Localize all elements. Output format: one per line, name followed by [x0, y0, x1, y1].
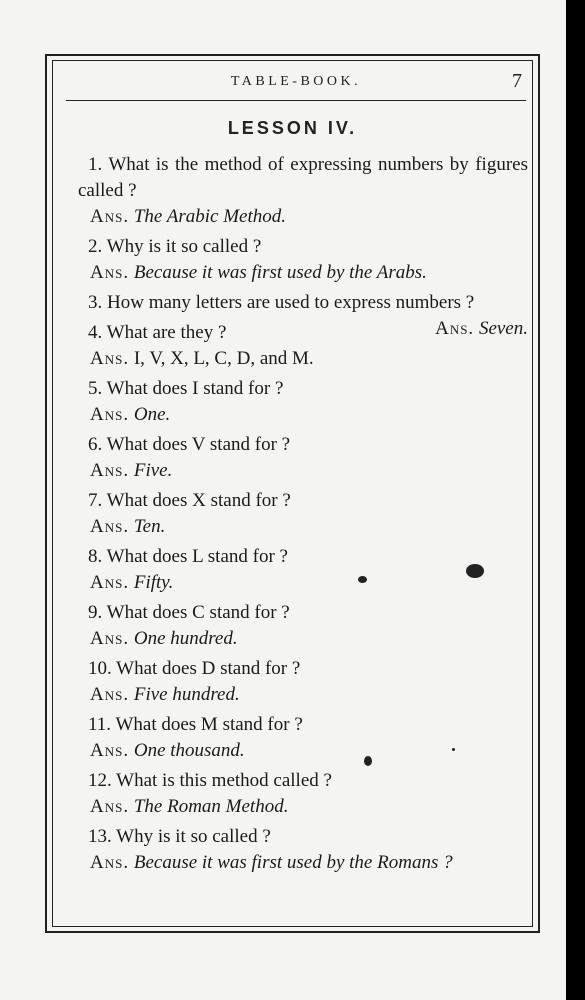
answer-text: One hundred. [133, 628, 238, 649]
answer-text: One. [133, 404, 171, 425]
answer-label: Ans. [90, 796, 130, 817]
answer-label: Ans. [90, 740, 130, 761]
answer [78, 260, 528, 286]
question: 1. What is the method of expressing numbers by figures called ? [78, 154, 528, 201]
qa-item [78, 234, 528, 286]
answer [78, 570, 528, 596]
answer-label: Ans. [90, 628, 130, 649]
question: 13. Why is it so called ? [88, 826, 271, 847]
lesson-title: LESSON IV. [227, 118, 358, 138]
answer-text: Seven. [478, 318, 528, 339]
question: 7. What does X stand for ? [88, 490, 291, 511]
answer [78, 738, 528, 764]
running-head-title: TABLE-BOOK. [230, 74, 362, 89]
qa-item [78, 600, 528, 652]
question: 2. Why is it so called ? [88, 236, 262, 257]
answer-text: Five hundred. [133, 684, 240, 705]
qa-item [78, 376, 528, 428]
answer-text: One thousand. [133, 740, 245, 761]
answer-text: Because it was first used by the Arabs. [133, 262, 427, 283]
answer-text: Because it was first used by the Romans ? [133, 852, 453, 873]
ink-blot [466, 564, 484, 578]
ink-speck [452, 748, 455, 751]
qa-item [78, 656, 528, 708]
answer-label: Ans. [90, 852, 130, 873]
answer-text: I, V, X, L, C, D, and M. [133, 348, 314, 369]
answer-label: Ans. [90, 684, 130, 705]
question: 8. What does L stand for ? [88, 546, 288, 567]
answer-label: Ans. [90, 516, 130, 537]
answer-text: Fifty. [133, 572, 174, 593]
answer-text: Five. [133, 460, 173, 481]
qa-item [78, 152, 528, 230]
answer [78, 346, 528, 372]
question-list [78, 152, 528, 880]
question: 6. What does V stand for ? [88, 434, 291, 455]
answer [78, 514, 528, 540]
answer-label: Ans. [90, 460, 130, 481]
answer-label: Ans. [435, 318, 475, 339]
qa-item [78, 544, 528, 596]
header-rule [66, 100, 526, 101]
question: 12. What is this method called ? [88, 770, 332, 791]
ink-speck [358, 576, 367, 583]
question-text: 3. How many letters are used to express numbers ? [88, 292, 475, 313]
answer-text: The Arabic Method. [133, 206, 287, 227]
answer-label: Ans. [90, 572, 130, 593]
answer [78, 794, 528, 820]
qa-item [78, 432, 528, 484]
answer-label: Ans. [90, 262, 130, 283]
answer-text: The Roman Method. [133, 796, 289, 817]
question: 4. What are they ? [88, 322, 227, 343]
answer [78, 458, 528, 484]
running-head [66, 72, 526, 98]
answer-text: Ten. [133, 516, 166, 537]
answer-label: Ans. [90, 404, 130, 425]
qa-item [78, 488, 528, 540]
question: 10. What does D stand for ? [88, 658, 301, 679]
page-number: 7 [512, 70, 522, 92]
answer [78, 626, 528, 652]
qa-item [78, 824, 528, 876]
answer [78, 402, 528, 428]
question: 11. What does M stand for ? [88, 714, 303, 735]
qa-item [78, 768, 528, 820]
answer-label: Ans. [90, 348, 130, 369]
answer-label: Ans. [90, 206, 130, 227]
answer [78, 204, 528, 230]
answer [78, 850, 528, 876]
question: 5. What does I stand for ? [88, 378, 284, 399]
question: 9. What does C stand for ? [88, 602, 290, 623]
answer [78, 682, 528, 708]
answer [425, 316, 528, 342]
qa-item [78, 712, 528, 764]
ink-speck [364, 756, 372, 766]
